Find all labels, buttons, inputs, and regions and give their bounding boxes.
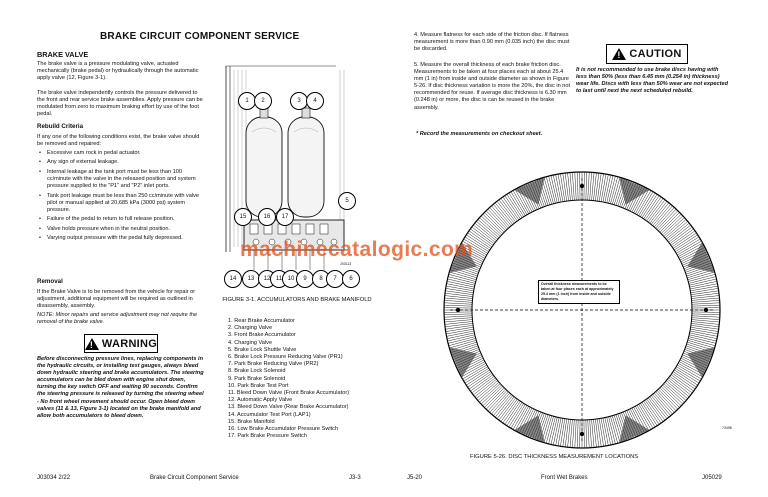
rebuild-criteria-heading: Rebuild Criteria bbox=[37, 123, 84, 130]
callout-2: 2 bbox=[254, 92, 272, 110]
legend-item: 5. Brake Lock Shuttle Valve bbox=[228, 346, 297, 353]
figure-ref-code: J03113 bbox=[340, 262, 352, 266]
footer-left-title: Brake Circuit Component Service bbox=[150, 475, 239, 481]
callout-3: 3 bbox=[290, 92, 308, 110]
footer-right-title: Front Wet Brakes bbox=[541, 475, 588, 481]
figure-3-1-caption: FIGURE 3-1. ACCUMULATORS AND BRAKE MANIFOLD bbox=[222, 297, 372, 303]
section-title: BRAKE VALVE bbox=[37, 50, 89, 59]
callout-15: 15 bbox=[234, 208, 252, 226]
legend-item: 12. Automatic Apply Valve bbox=[228, 397, 293, 404]
removal-heading: Removal bbox=[37, 278, 63, 285]
callout-1: 1 bbox=[238, 92, 256, 110]
brake-valve-para-2: The brake valve independently controls the pressure delivered to the front and rear service brake assemblies. Apply pressure can be modulated from zero to maximum braking effort by use of the foot pedal. bbox=[37, 90, 203, 118]
callout-7: 7 bbox=[326, 270, 344, 288]
callout-16: 16 bbox=[258, 208, 276, 226]
footer-right-page: J5-20 bbox=[407, 475, 423, 481]
callout-5: 5 bbox=[338, 192, 356, 210]
condition-item: • Internal leakage at the tank port must be less than 100 cc/minute with the valve in the released position and system pressure supplied to the "P1" and "P2" inlet ports. bbox=[37, 169, 203, 190]
callout-12: 12 bbox=[258, 270, 276, 288]
caution-text: It is not recommended to use brake discs having with less than 50% (less than 6.45 mm (0.254 in) thickness) wear life. Discs with less than 50% wear are not expected to last until next the next scheduled rebuild. bbox=[576, 67, 729, 95]
measurement-point bbox=[456, 308, 460, 312]
legend-item: 2. Charging Valve bbox=[228, 325, 273, 332]
measurement-point bbox=[580, 184, 584, 188]
legend-item: 14. Accumulator Test Port (LAP1) bbox=[228, 411, 311, 418]
legend-item: 10. Park Brake Test Port bbox=[228, 382, 289, 389]
callout-4: 4 bbox=[306, 92, 324, 110]
legend-item: 13. Bleed Down Valve (Rear Brake Accumulator) bbox=[228, 404, 349, 411]
legend-item: 17. Park Brake Pressure Switch bbox=[228, 433, 307, 440]
warning-label: WARNING bbox=[101, 337, 158, 350]
legend-item: 9. Park Brake Solenoid bbox=[228, 375, 286, 382]
condition-item: • Excessive cam rock in pedal actuator. bbox=[37, 150, 203, 157]
disc-diagram bbox=[432, 170, 732, 450]
record-asterisk: * bbox=[416, 131, 420, 137]
callout-9: 9 bbox=[296, 270, 314, 288]
legend-item: 11. Bleed Down Valve (Front Brake Accumulator) bbox=[228, 390, 350, 397]
measurement-point bbox=[580, 432, 584, 436]
callout-14: 14 bbox=[224, 270, 242, 288]
caution-label: CAUTION bbox=[629, 48, 682, 60]
caution-icon: ! bbox=[612, 48, 626, 60]
legend-item: 6. Brake Lock Pressure Reducing Valve (PR1) bbox=[228, 354, 343, 361]
brake-valve-para-1: The brake valve is a pressure modulating valve, actuated mechanically (brake pedal) or hydraulically through the automatic apply valve (12, Figure 3-1). bbox=[37, 61, 199, 82]
callout-10: 10 bbox=[282, 270, 300, 288]
caution-banner bbox=[606, 44, 688, 64]
condition-item: • Tank port leakage must be less than 250 cc/minute with valve pilot or manual applied at 20,685 kPa (3000 psi) system pressure. bbox=[37, 193, 203, 214]
measurement-annotation: Overall thickness measurements to be taken at four places each at approximately 25.4 mm (1 inch) from inside and outside diameters. bbox=[538, 280, 620, 304]
legend-item: 16. Low Brake Accumulator Pressure Switch bbox=[228, 426, 339, 433]
page-title: BRAKE CIRCUIT COMPONENT SERVICE bbox=[100, 31, 300, 42]
legend-item: 7. Park Brake Reducing Valve (PR2) bbox=[228, 361, 319, 368]
callout-6: 6 bbox=[342, 270, 360, 288]
watermark: machinecatalogic.com bbox=[240, 238, 474, 261]
legend-item: 15. Brake Manifold bbox=[228, 418, 275, 425]
footer-left-code: J03034 2/22 bbox=[37, 475, 71, 481]
removal-note: NOTE: Minor repairs and service adjustment may not require the removal of the brake valve. bbox=[37, 312, 198, 326]
step-4: 4. Measure flatness for each side of the friction disc. If flatness measurement is more than 0.90 mm (0.035 inch) the disc must be discarded. bbox=[414, 32, 570, 53]
legend-item: 1. Rear Brake Accumulator bbox=[228, 318, 295, 324]
callout-13: 13 bbox=[242, 270, 260, 288]
removal-text: If the Brake Valve is to be removed from the vehicle for repair or adjustment, additional equipment will be required as outlined in disassembly, assembly. bbox=[37, 289, 196, 310]
disc-ref-code: 73498 bbox=[722, 426, 732, 430]
callout-8: 8 bbox=[312, 270, 330, 288]
rebuild-intro: If any one of the following conditions exist, the brake valve should be removed and repaired: bbox=[37, 134, 200, 148]
warning-banner bbox=[84, 334, 158, 353]
record-note bbox=[416, 131, 566, 138]
measurement-point bbox=[704, 308, 708, 312]
condition-item: • Failure of the pedal to return to full release position. bbox=[37, 216, 203, 223]
condition-item: • Any sign of external leakage. bbox=[37, 159, 203, 166]
legend-item: 4. Charging Valve bbox=[228, 339, 273, 346]
condition-item: • Valve holds pressure when in the neutral position. bbox=[37, 226, 203, 233]
rebuild-conditions-list bbox=[37, 150, 203, 245]
figure-5-26-caption: FIGURE 5-26. DISC THICKNESS MEASUREMENT LOCATIONS bbox=[470, 454, 639, 460]
condition-item: • Varying output pressure with the pedal fully depressed. bbox=[37, 235, 203, 242]
component-legend bbox=[228, 318, 349, 440]
legend-item: 3. Front Brake Accumulator bbox=[228, 332, 296, 339]
warning-text: Before disconnecting pressure lines, replacing components in the hydraulic circuits, or installing test gauges, always bleed down hydraulic steering and brake accumulators. The steering accumulators can be bled down with engine shut down, turning the key switch OFF and waiting 90 seconds. Confirm the steering pressure is released by turning the steering wheel - No front wheel movement should occur. Open bleed down valves (11 & 13, Figure 3-1) located on the brake manifold and allow both accumulators to bleed down. bbox=[37, 356, 204, 419]
legend-item: 8. Brake Lock Solenoid bbox=[228, 368, 286, 375]
warning-icon: ! bbox=[85, 338, 99, 350]
callout-11: 11 bbox=[270, 270, 288, 288]
footer-left-page: J3-3 bbox=[349, 475, 361, 481]
footer-right-code: J05029 bbox=[702, 475, 722, 481]
step-5: 5. Measure the overall thickness of each brake friction disc. Measurements to be taken at four places each at about 25.4 mm (1 in) from inside and outside diameter as shown in Figure 5-26. If disc thickness variation is more the 20%, the disc in not recommended for reuse. If average disc thickness is 6.30 mm (0.248 in) or more, the disc is can be reused in the brake assembly. bbox=[414, 62, 571, 111]
record-note-text: Record the measurements on checkout sheet. bbox=[419, 131, 543, 137]
callout-17: 17 bbox=[276, 208, 294, 226]
